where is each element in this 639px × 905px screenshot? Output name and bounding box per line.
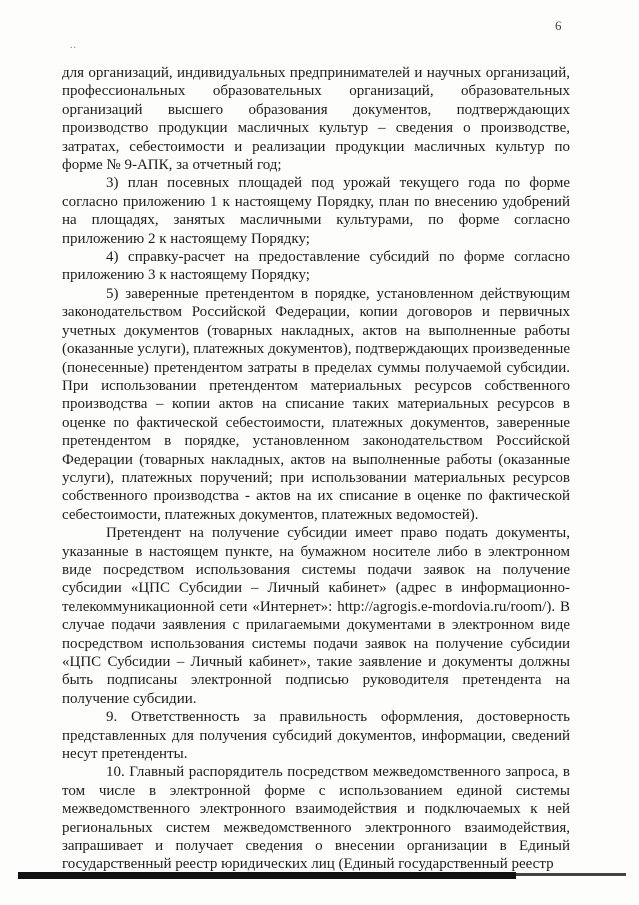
paragraph-1: для организаций, индивидуальных предпринимателей и научных организаций, профессиональных образовательных организаций, образовательных организаций высшего образования документов, подтверждающих производство продукции масличных культур – сведения о производстве, затратах, себестоимости и реализации продукции масличных культур по форме № 9-АПК, за отчетный год;	[62, 65, 570, 174]
paragraph-5: Претендент на получение субсидии имеет право подать документы, указанные в настоящем пункте, на бумажном носителе либо в электронном виде посредством использования системы подачи заявок на получение субсидии «ЦПС Субсидии – Личный кабинет» (адрес в информационно-телекоммуникационной сети «Интернет»: http://agrogis.e-mordovia.ru/room/). В случае подачи заявления с прилагаемыми документами в электронном виде посредством использования системы подачи заявок на получение субсидии «ЦПС Субсидии – Личный кабинет», такие заявление и документы должны быть подписаны электронной подписью руководителя претендента на получение субсидии.	[62, 525, 570, 707]
scan-mark: ..	[70, 40, 77, 51]
page-number: 6	[555, 18, 562, 33]
scan-edge-line	[516, 873, 626, 876]
paragraph-7: 10. Главный распорядитель посредством межведомственного запроса, в том числе в электронной форме с использованием единой системы межведомственного электронного взаимодействия и подключаемых к ней региональных систем межведомственного электронного взаимодействия, запрашивает и получает сведения о внесении организации в Единый государственный реестр юридических лиц (Единый государственный реестр	[62, 764, 570, 873]
paragraph-2: 3) план посевных площадей под урожай текущего года по форме согласно приложению 1 к настоящему Порядку, план по внесению удобрений на площадях, занятых масличными культурами, по форме согласно приложению 2 к настоящему Порядку;	[62, 175, 570, 247]
paragraph-6: 9. Ответственность за правильность оформления, достоверность представленных для получения субсидий документов, информации, сведений несут претенденты.	[62, 709, 570, 763]
paragraph-3: 4) справку-расчет на предоставление субсидий по форме согласно приложению 3 к настоящему Порядку;	[62, 249, 570, 284]
scan-edge-bar	[18, 872, 516, 879]
paragraph-4: 5) заверенные претендентом в порядке, установленном действующим законодательством Российской Федерации, копии договоров и первичных учетных документов (товарных накладных, актов на выполненные работы (оказанные услуги), платежных документов), подтверждающих произведенные (понесенные) претендентом затраты в пределах суммы получаемой субсидии. При использовании претендентом материальных ресурсов собственного производства – копии актов на списание таких материальных ресурсов в оценке по фактической себестоимости, платежных документов, заверенные претендентом в порядке, установленном законодательством Российской Федерации (товарных накладных, актов на выполненные работы (оказанные услуги), платежных поручений; при использовании материальных ресурсов собственного производства - актов на их списание в оценке по фактической себестоимости, платежных документов, платежных ведомостей).	[62, 285, 570, 523]
document-body	[62, 64, 570, 874]
